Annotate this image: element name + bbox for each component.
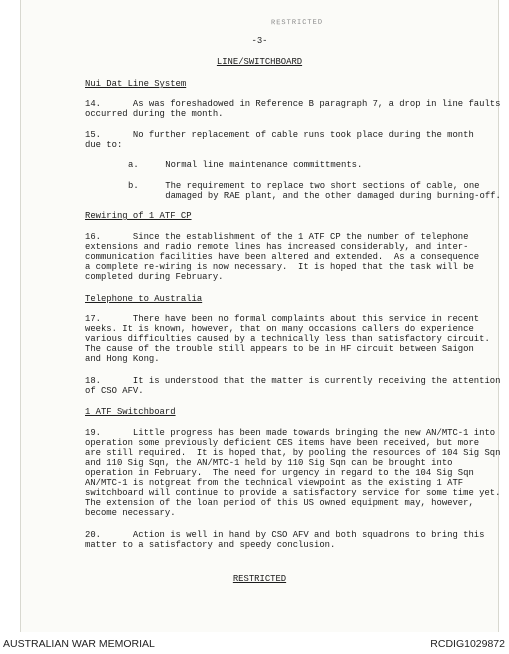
para-14-line-2: occurred during the month. <box>85 109 224 119</box>
para-16-line-4: a complete re-wiring is now necessary. It is hoped that the task will be <box>85 262 474 272</box>
para-19-line-8: The extension of the loan period of this US owned equipment may, however, <box>85 498 474 508</box>
para-15-line-2: due to: <box>85 140 123 150</box>
para-20-line-1: 20. Action is well in hand by CSO AFV and both squadrons to bring this <box>85 530 485 540</box>
para-17-line-5: and Hong Kong. <box>85 354 160 364</box>
para-17-line-2: weeks. It is known, however, that on many occasions callers do experience <box>85 324 474 334</box>
top-classification-mark: RESTRICTED <box>270 18 324 28</box>
para-18-line-2: of CSO AFV. <box>85 386 144 396</box>
item-a: a. Normal line maintenance committments. <box>128 160 363 170</box>
para-15-line-1: 15. No further replacement of cable runs took place during the month <box>85 130 474 140</box>
bottom-classification-mark: RESTRICTED <box>232 574 287 584</box>
item-b-line-1: b. The requirement to replace two short sections of cable, one <box>128 181 480 191</box>
page-number: -3- <box>251 36 268 46</box>
para-17-line-3: various difficulties caused by a technically less than satisfactory circuit. <box>85 334 490 344</box>
para-19-line-7: switchboard will continue to provide a satisfactory service for some time yet. <box>85 488 501 498</box>
section-heading-nui-dat: Nui Dat Line System <box>85 79 187 89</box>
para-19-line-4: and 110 Sig Sqn, the AN/MTC-1 held by 110 Sig Sqn can be brought into <box>85 458 453 468</box>
section-heading-rewiring: Rewiring of 1 ATF CP <box>85 211 192 221</box>
document-page <box>20 0 499 632</box>
main-heading: LINE/SWITCHBOARD <box>216 57 303 67</box>
para-16-line-1: 16. Since the establishment of the 1 ATF CP the number of telephone <box>85 232 469 242</box>
para-19-line-3: are still required. It is hoped that, by pooling the resources of 104 Sig Sqn <box>85 448 501 458</box>
para-19-line-1: 19. Little progress has been made towards bringing the new AN/MTC-1 into <box>85 428 496 438</box>
para-16-line-5: completed during February. <box>85 272 224 282</box>
para-17-line-4: The cause of the trouble still appears to be in HF circuit between Saigon <box>85 344 474 354</box>
para-14-line-1: 14. As was foreshadowed in Reference B paragraph 7, a drop in line faults <box>85 99 501 109</box>
section-heading-switchboard: 1 ATF Switchboard <box>85 407 176 417</box>
para-19-line-9: become necessary. <box>85 508 176 518</box>
archive-footer <box>0 632 509 654</box>
para-20-line-2: matter to a satisfactory and speedy conclusion. <box>85 540 336 550</box>
section-heading-telephone: Telephone to Australia <box>85 294 203 304</box>
para-18-line-1: 18. It is understood that the matter is currently receiving the attention <box>85 376 501 386</box>
para-19-line-2: operation some previously deficient CES items have been received, but more <box>85 438 480 448</box>
footer-institution: AUSTRALIAN WAR MEMORIAL <box>3 638 155 650</box>
para-16-line-2: extensions and radio remote lines has increased considerably, and inter- <box>85 242 469 252</box>
para-19-line-5: operation in February. The need for urgency in regard to the 104 Sig Sqn <box>85 468 474 478</box>
para-16-line-3: communication facilities have been altered and extended. As a consequence <box>85 252 480 262</box>
para-17-line-1: 17. There have been no formal complaints about this service in recent <box>85 314 480 324</box>
footer-record-id: RCDIG1029872 <box>430 638 505 650</box>
para-19-line-6: AN/MTC-1 is notgreat from the technical viewpoint as the existing 1 ATF <box>85 478 464 488</box>
item-b-line-2: damaged by RAE plant, and the other damaged during burning-off. <box>128 191 501 201</box>
